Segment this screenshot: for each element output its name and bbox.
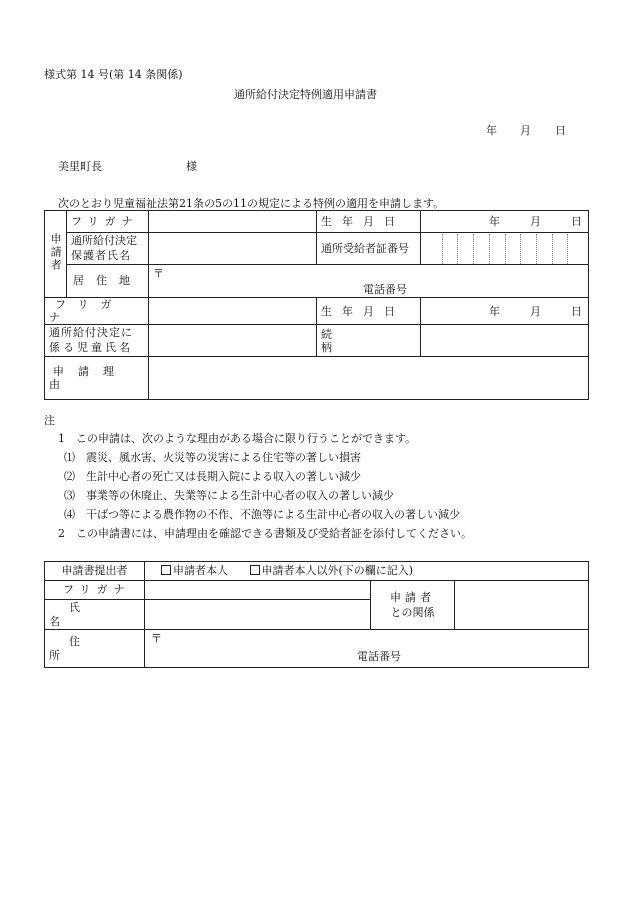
applicant-table: [44, 210, 589, 400]
child-birthdate-label-cell: [317, 298, 421, 325]
submitter-postal-mark: 〒: [151, 632, 162, 645]
note-item-1-4: ⑷ 干ばつ等による農作物の不作、不漁等による生計中心者の収入の著しい減少: [64, 508, 460, 521]
postal-mark: 〒: [153, 267, 164, 280]
child-name-label-cell: [45, 325, 149, 357]
note-item-1-3: ⑶ 事業等の休廃止、失業等による生計中心者の収入の著しい減少: [64, 489, 394, 502]
child-month-label: 月: [530, 304, 541, 318]
submitter-furigana-input[interactable]: [145, 581, 371, 600]
furigana-label: フリガナ: [71, 214, 139, 228]
submitter-label: 申請書提出者: [61, 564, 128, 578]
notes-heading: 注: [44, 414, 55, 427]
guardian-name-input[interactable]: [149, 233, 317, 265]
child-year-label: 年: [489, 304, 500, 318]
date-day-label: 日: [555, 124, 566, 137]
submitter-name-input[interactable]: [145, 600, 371, 630]
guardian-furigana-input[interactable]: [149, 211, 317, 233]
child-furigana-input[interactable]: [149, 298, 317, 325]
option-other-label: 申請者本人以外(下の欄に記入): [261, 564, 414, 578]
note-item-1: 1 この申請は、次のような理由がある場合に限り行うことができます。: [58, 432, 417, 445]
child-birthdate-label: 生年月日: [321, 304, 405, 318]
relation-label-line2: との関係: [390, 606, 435, 619]
address-label-cell: [67, 265, 149, 298]
submitter-name-label: 氏名: [49, 601, 110, 628]
birthdate-label: 生年月日: [321, 214, 405, 228]
option-other-checkbox[interactable]: [250, 565, 260, 575]
year-label: 年: [489, 214, 500, 228]
guardian-name-label-line2: 保護者氏名: [71, 248, 131, 262]
relation-label-line1: 申請者: [390, 590, 435, 604]
cert-number-label: 通所受給者証番号: [321, 241, 409, 255]
relationship-label: 続柄: [321, 327, 392, 354]
date-year-label: 年: [486, 124, 497, 137]
form-number: 様式第 14 号(第 14 条関係): [44, 68, 183, 81]
child-name-label-line2: 係る児童氏名: [49, 340, 133, 354]
applicant-label-cell: [45, 211, 67, 298]
phone-label: 電話番号: [363, 283, 407, 296]
submitter-address-input[interactable]: [145, 630, 589, 668]
relation-label-cell: [371, 581, 455, 630]
submitter-furigana-label-cell: [45, 581, 145, 600]
submitter-phone-label: 電話番号: [357, 650, 401, 663]
relation-input[interactable]: [455, 581, 589, 630]
submitter-furigana-label: フリガナ: [63, 583, 131, 597]
guardian-birthdate-input[interactable]: [421, 211, 589, 233]
note-item-1-1: ⑴ 震災、風水害、火災等の災害による住宅等の著しい損害: [64, 451, 361, 464]
honorific: 様: [186, 160, 197, 173]
cert-number-input[interactable]: [421, 233, 589, 265]
child-furigana-label: フリガナ: [49, 298, 124, 325]
note-item-1-2: ⑵ 生計中心者の死亡又は長期入院による収入の著しい減少: [64, 470, 361, 483]
submitter-address-label-cell: [45, 630, 145, 668]
day-label: 日: [571, 214, 582, 228]
submitter-table: [44, 561, 589, 668]
address-label: 居住地: [73, 274, 142, 288]
submitter-label-cell: [45, 562, 145, 581]
relationship-input[interactable]: [421, 325, 589, 357]
cert-number-label-cell: [317, 233, 421, 265]
furigana-label-cell: [67, 211, 149, 233]
submitter-address-label: 住所: [49, 635, 110, 662]
reason-input[interactable]: [149, 357, 589, 400]
address-input[interactable]: [149, 265, 589, 298]
intro-text: 次のとおり児童福祉法第21条の5の11の規定による特例の適用を申請します。: [58, 197, 445, 210]
applicant-label: 申請者: [49, 232, 63, 272]
child-name-label-line1: 通所給付決定に: [49, 326, 133, 340]
child-day-label: 日: [571, 304, 582, 318]
reason-label: 申請理由: [49, 365, 128, 392]
month-label: 月: [530, 214, 541, 228]
form-title: 通所給付決定特例適用申請書: [234, 88, 377, 101]
submitter-name-label-cell: [45, 600, 145, 630]
relationship-label-cell: [317, 325, 421, 357]
note-item-2: 2 この申請書には、申請理由を確認できる書類及び受給者証を添付してください。: [58, 527, 472, 540]
option-other[interactable]: [250, 564, 414, 577]
option-self-checkbox[interactable]: [161, 565, 171, 575]
child-name-input[interactable]: [149, 325, 317, 357]
date-month-label: 月: [520, 124, 531, 137]
guardian-name-label-cell: [67, 233, 149, 265]
birthdate-label-cell: [317, 211, 421, 233]
guardian-name-label-line1: 通所給付決定: [71, 233, 137, 247]
option-self-label: 申請者本人: [173, 564, 228, 578]
child-birthdate-input[interactable]: [421, 298, 589, 325]
option-self[interactable]: [161, 564, 228, 577]
reason-label-cell: [45, 357, 149, 400]
submitter-options: [145, 562, 589, 581]
child-furigana-label-cell: [45, 298, 149, 325]
addressee: 美里町長: [58, 160, 102, 173]
